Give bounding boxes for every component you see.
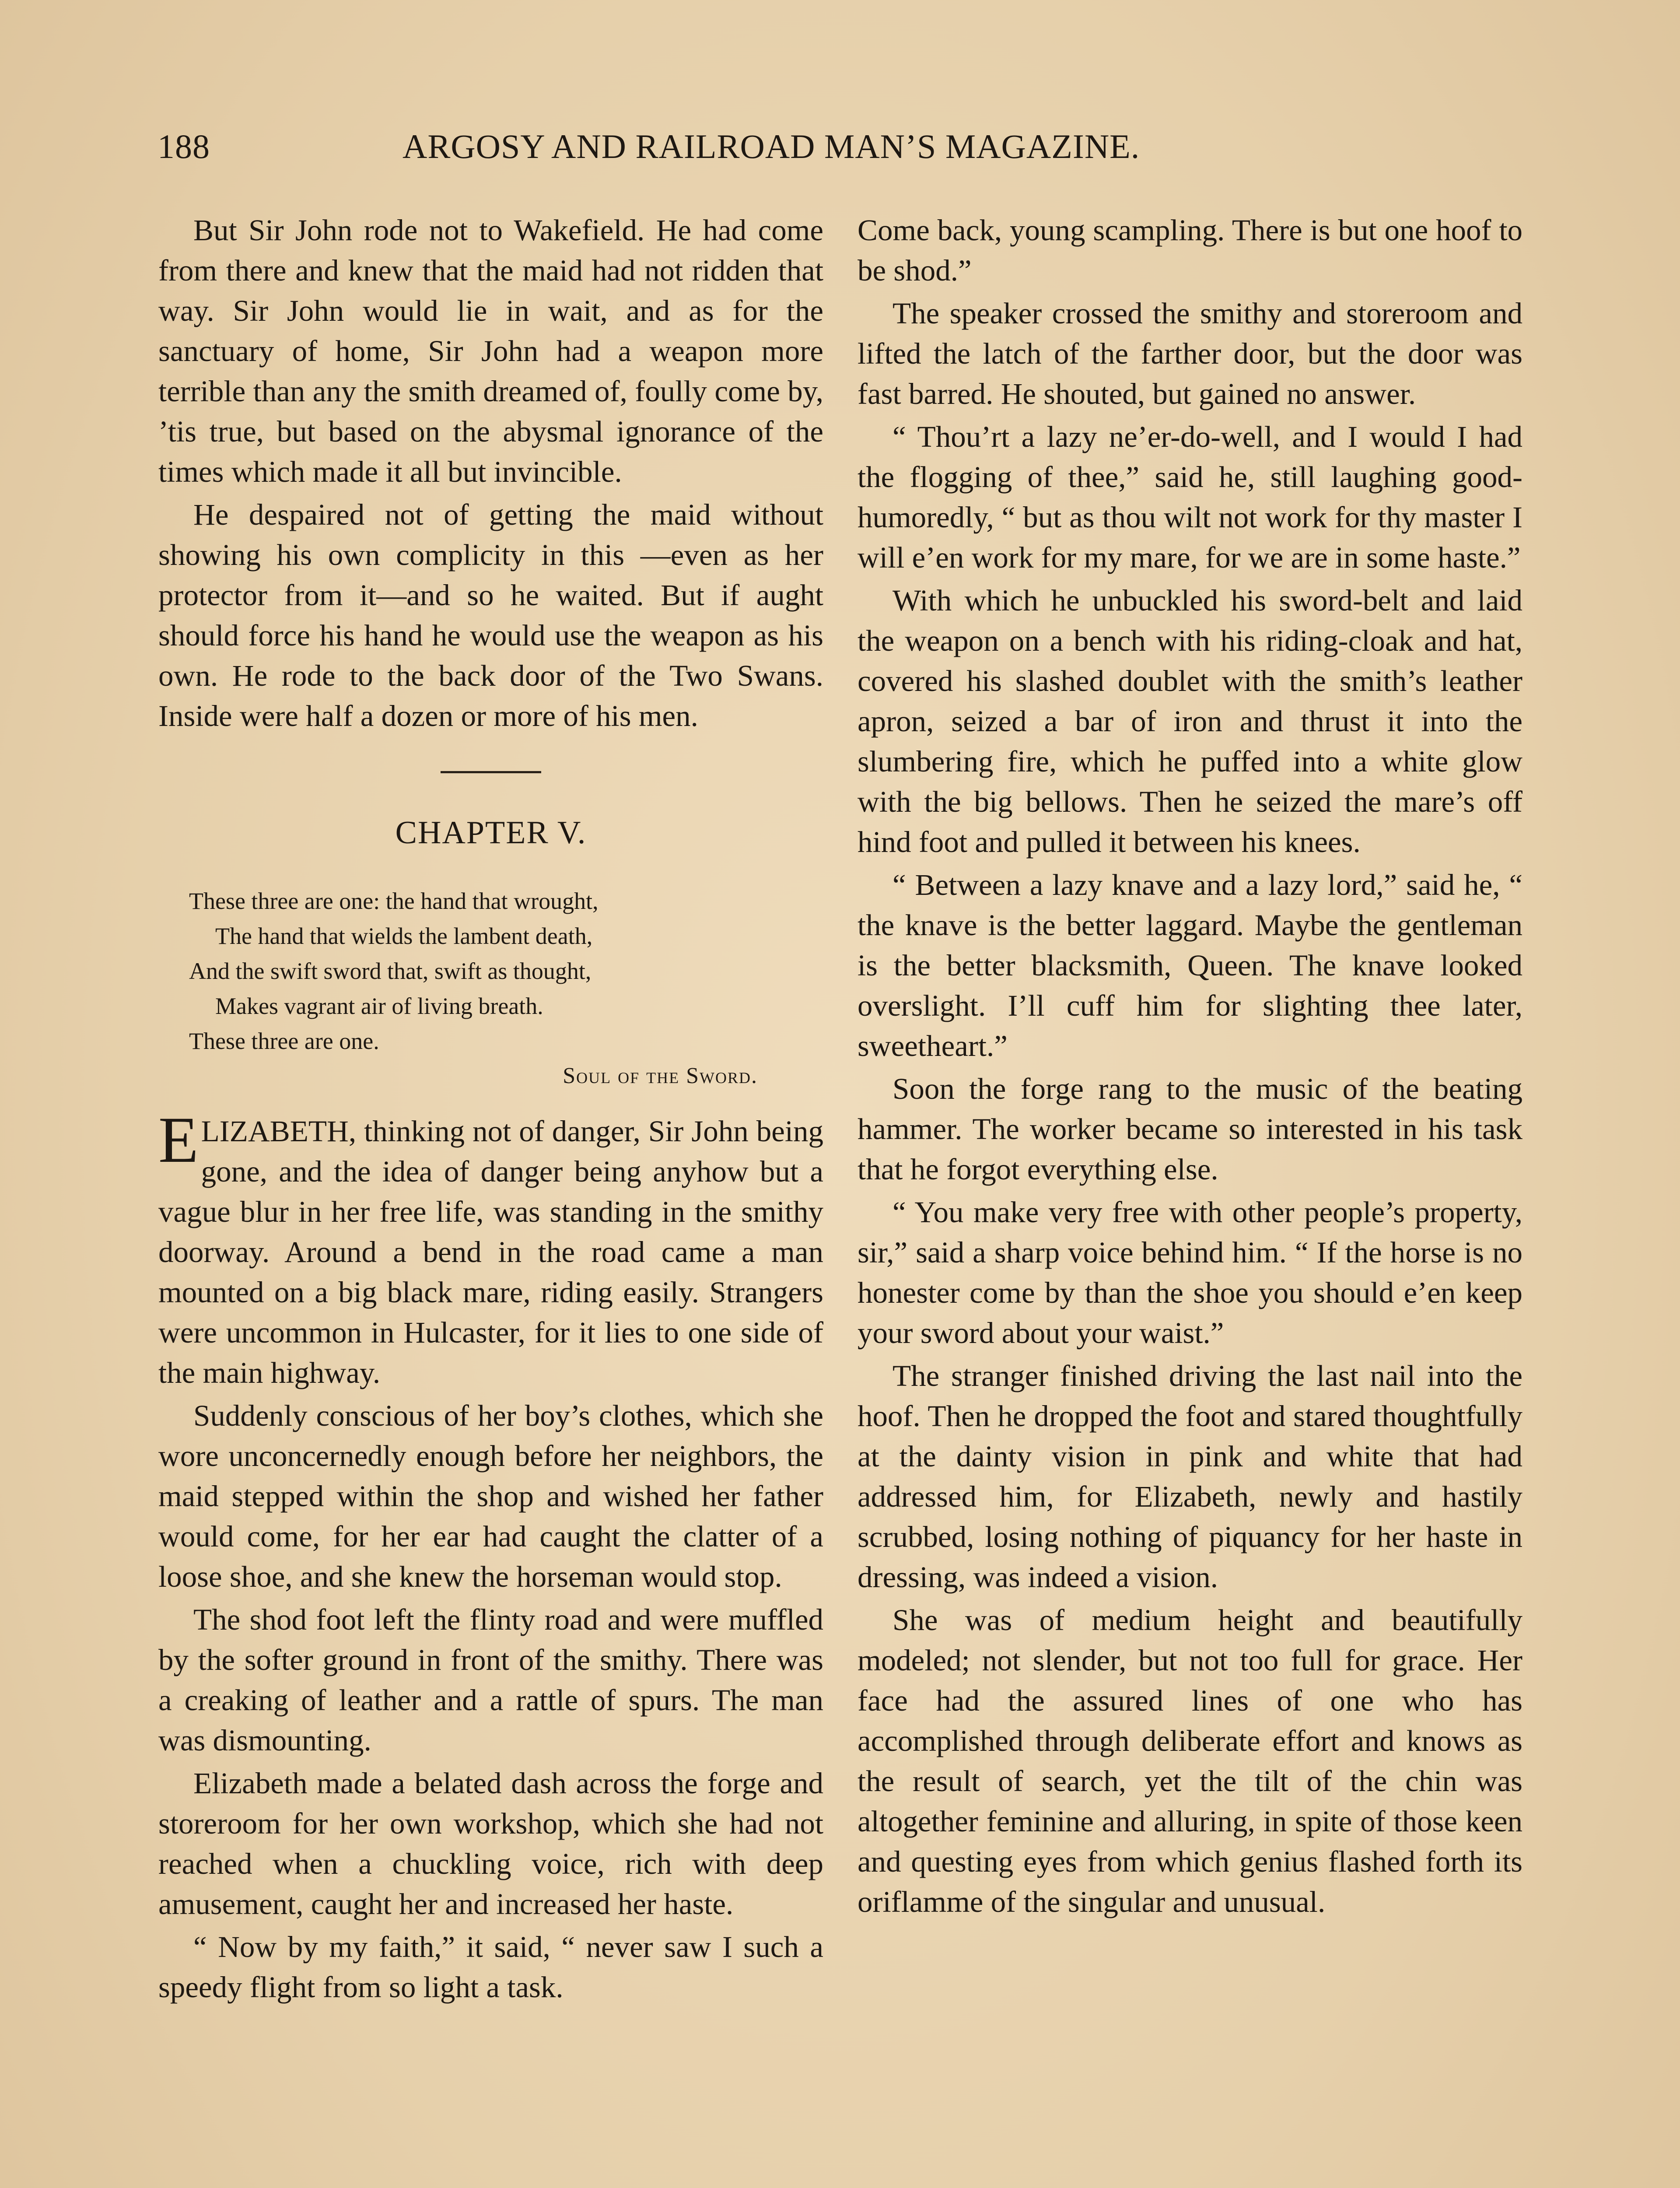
chapter-heading: CHAPTER V. [395,815,587,851]
paragraph: Elizabeth made a belated dash across the forge and storeroom for her own workshop, which she had not reached when a chuckling voice, rich with deep amusement, caught her and increased her haste. [158,1767,823,1921]
epigraph [189,884,823,1094]
epigraph-line: The hand that wields the lambent death, [215,923,593,949]
epigraph-line: These three are one. [189,1028,379,1054]
right-column [858,210,1522,1922]
paragraph-text: LIZABETH, thinking not of danger, Sir John being gone, and the idea of danger being anyhow but a vague blur in her free life, was standing in the smithy doorway. Around a bend in the road came a man mounted on a big black mare, riding easily. Strangers were uncommon in Hulcaster, for it lies to one side of the main highway. [158,1115,823,1389]
paragraph: With which he unbuckled his sword-belt and laid the weapon on a bench with his riding-cloak and hat, covered his slashed doublet with the smith’s leather apron, seized a bar of iron and thrust it into the slumbering fire, which he puffed into a white glow with the big bellows. Then he seized the mare’s off hind foot and pulled it between his knees. [858,584,1522,859]
page-number: 188 [158,127,210,165]
paragraph: Soon the forge rang to the music of the beating hammer. The worker became so interested in his task that he forgot everything else. [858,1072,1522,1186]
paragraph: “ You make very free with other people’s property, sir,” said a sharp voice behind him. “ If the horse is no honester come by than the shoe you should e’en keep your sword about your waist.” [858,1196,1522,1350]
paragraph: Come back, young scampling. There is but one hoof to be shod.” [858,214,1522,287]
paragraph: “ Between a lazy knave and a lazy lord,” said he, “ the knave is the better laggard. Maybe the gentleman is the better blacksmith, Queen. The knave looked overslight. I’ll cuff him for slighting thee later, sweetheart.” [858,868,1522,1062]
epigraph-line: These three are one: the hand that wrought, [189,888,598,914]
page-header [158,127,1522,179]
epigraph-source: Soul of the Sword. [563,1063,758,1088]
paragraph: He despaired not of getting the maid without showing his own complicity in this —even as her protector from it—and so he waited. But if aught should force his hand he would use the weapon as his own. He rode to the back door of the Two Swans. Inside were half a dozen or more of his men. [158,498,823,733]
paragraph: “ Thou’rt a lazy ne’er-do-well, and I would I had the flogging of thee,” said he, still laughing good-humoredly, “ but as thou wilt not work for thy master I will e’en work for my mare, for we are in some haste.” [858,420,1522,574]
paragraph: The speaker crossed the smithy and storeroom and lifted the latch of the farther door, but the door was fast barred. He shouted, but gained no answer. [858,297,1522,410]
paragraph: “ Now by my faith,” it said, “ never saw I such a speedy flight from so light a task. [158,1930,823,2004]
left-column [158,210,823,2007]
epigraph-line: And the swift sword that, swift as thought, [189,958,592,984]
paragraph: The stranger finished driving the last nail into the hoof. Then he dropped the foot and stared thoughtfully at the dainty vision in pink and white that had addressed him, for Elizabeth, newly and hastily scrubbed, losing nothing of piquancy for her haste in dressing, was indeed a vision. [858,1359,1522,1594]
drop-cap: E [158,1104,199,1176]
opening-paragraph [158,1104,823,1393]
running-title: ARGOSY AND RAILROAD MAN’S MAGAZINE. [402,127,1140,165]
paragraph: But Sir John rode not to Wakefield. He had come from there and knew that the maid had not ridden that way. Sir John would lie in wait, and as for the sanctuary of home, Sir John had a weapon more terrible than any the smith dreamed of, foully come by, ’tis true, but based on the abysmal ignorance of the times which made it all but invincible. [158,214,823,488]
section-rule [441,771,541,773]
paragraph: Suddenly conscious of her boy’s clothes, which she wore unconcernedly enough before her neighbors, the maid stepped within the shop and wished her father would come, for her ear had caught the clatter of a loose shoe, and she knew the horseman would stop. [158,1399,823,1593]
paragraph: She was of medium height and beautifully modeled; not slender, but not too full for grace. Her face had the assured lines of one who has accomplished through deliberate effort and knows as the result of search, yet the tilt of the chin was altogether feminine and alluring, in spite of those keen and questing eyes from which genius flashed forth its oriflamme of the singular and unusual. [858,1603,1522,1918]
epigraph-line: Makes vagrant air of living breath. [215,993,543,1019]
paragraph: The shod foot left the flinty road and were muffled by the softer ground in front of the smithy. There was a creaking of leather and a rattle of spurs. The man was dismounting. [158,1603,823,1757]
